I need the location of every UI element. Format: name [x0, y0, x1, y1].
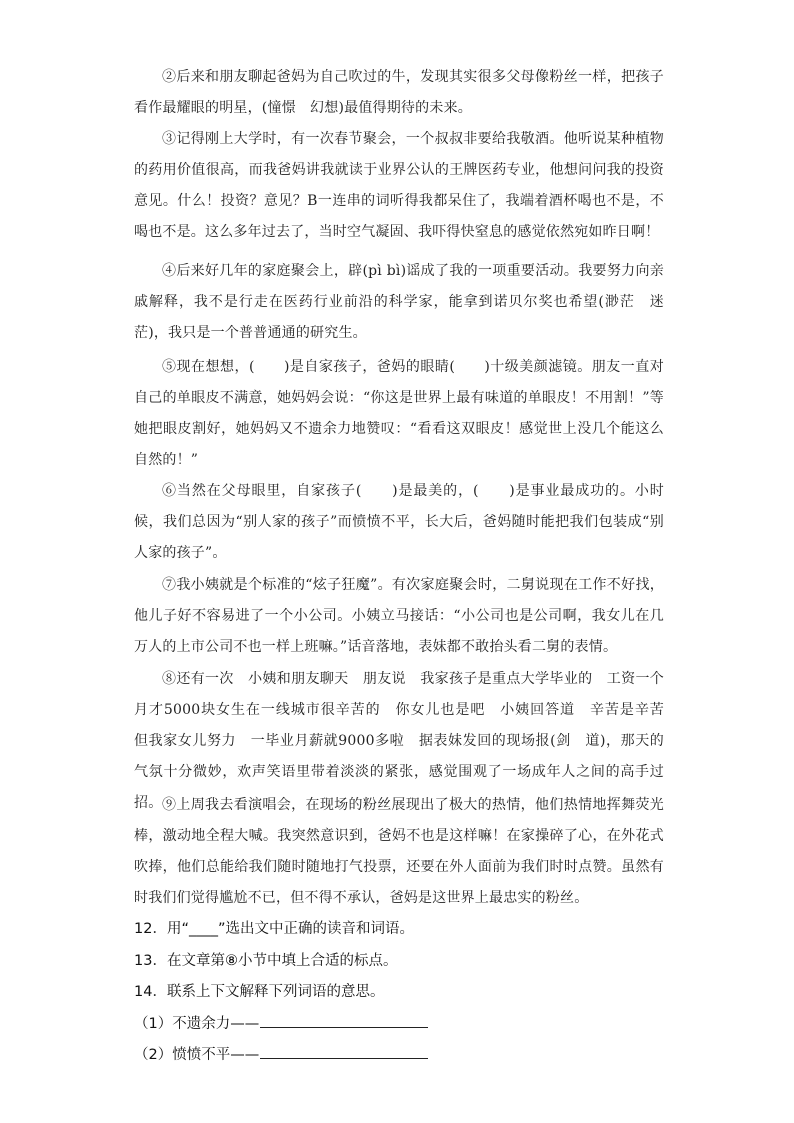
answer-blank-1[interactable] — [260, 1013, 428, 1028]
paragraph-3: ③记得刚上大学时，有一次春节聚会，一个叔叔非要给我敬酒。他听说某种植物的药用价值很高，而我爸妈讲我就读于业界公认的王牌医药专业，他想问问我的投资意见。什么！投资？意见？B一连串的词听得我都呆住了，我端着酒杯喝也不是，不喝也不是。这么多年过去了，当时空气凝固、我吓得快窒息的感觉依然宛如昨日啊！ — [134, 131, 664, 240]
paragraph-9: ⑨上周我去看演唱会，在现场的粉丝展现出了极大的热情，他们热情地挥舞荧光棒，激动地全程大喊。我突然意识到，爸妈不也是这样嘛！在家操碎了心，在外花式吹捧，他们总能给我们随时随地打气投票，还要在外人面前为我们时时点赞。虽然有时我们们觉得尴尬不已，但不得不承认，爸妈是这世界上最忠实的粉丝。 — [134, 797, 664, 906]
paragraph-4: ④后来好几年的家庭聚会上，辟(pì bì)谣成了我的一项重要活动。我要努力向亲戚解释，我不是行走在医药行业前沿的科学家，能拿到诺贝尔奖也希望(渺茫 迷茫)，我只是一个普普通通的研究生。 — [134, 263, 664, 341]
question-14-item-2 — [134, 1044, 428, 1066]
answer-blank-2[interactable] — [260, 1044, 428, 1059]
paragraph-5: ⑤现在想想，( )是自家孩子，爸妈的眼睛( )十级美颜滤镜。朋友一直对自己的单眼皮不满意，她妈妈会说：“你这是世界上最有味道的单眼皮！不用割！”等她把眼皮割好，她妈妈又不遗余力地赞叹：“看看这双眼皮！感觉世上没几个能这么自然的！” — [134, 359, 664, 468]
question-12: 12．用“____”选出文中正确的读音和词语。 — [134, 921, 414, 937]
question-13: 13．在文章第⑧小节中填上合适的标点。 — [134, 953, 398, 969]
paragraph-2: ②后来和朋友聊起爸妈为自己吹过的牛，发现其实很多父母像粉丝一样，把孩子看作最耀眼的明星，(憧憬 幻想)最值得期待的未来。 — [134, 69, 664, 116]
paragraph-7: ⑦我小姨就是个标准的“炫子狂魔”。有次家庭聚会时，二舅说现在工作不好找，他儿子好不容易进了一个小公司。小姨立马接话：“小公司也是公司啊，我女儿在几万人的上市公司不也一样上班嘛。”话音落地，表妹都不敢抬头看二舅的表情。 — [134, 577, 664, 655]
question-14-item-2-label: （2）愤愤不平—— — [134, 1047, 260, 1063]
paragraph-8: ⑧还有一次 小姨和朋友聊天 朋友说 我家孩子是重点大学毕业的 工资一个月才5000块女生在一线城市很辛苦的 你女儿也是吧 小姨回答道 辛苦是辛苦 但我家女儿努力 一毕业月薪就9000多啦 据表妹发回的现场报(剑 道)，那天的气氛十分微妙，欢声笑语里带着淡淡的紧张，感觉围观了一场成年人之间的高手过招。 — [134, 671, 679, 811]
question-14: 14．联系上下文解释下列词语的意思。 — [134, 984, 385, 1000]
question-14-item-1-label: （1）不遗余力—— — [134, 1016, 260, 1032]
question-14-item-1 — [134, 1013, 428, 1035]
paragraph-6: ⑥当然在父母眼里，自家孩子( )是最美的，( )是事业最成功的。小时候，我们总因为“别人家的孩子”而愤愤不平，长大后，爸妈随时能把我们包装成“别人家的孩子”。 — [134, 483, 664, 561]
